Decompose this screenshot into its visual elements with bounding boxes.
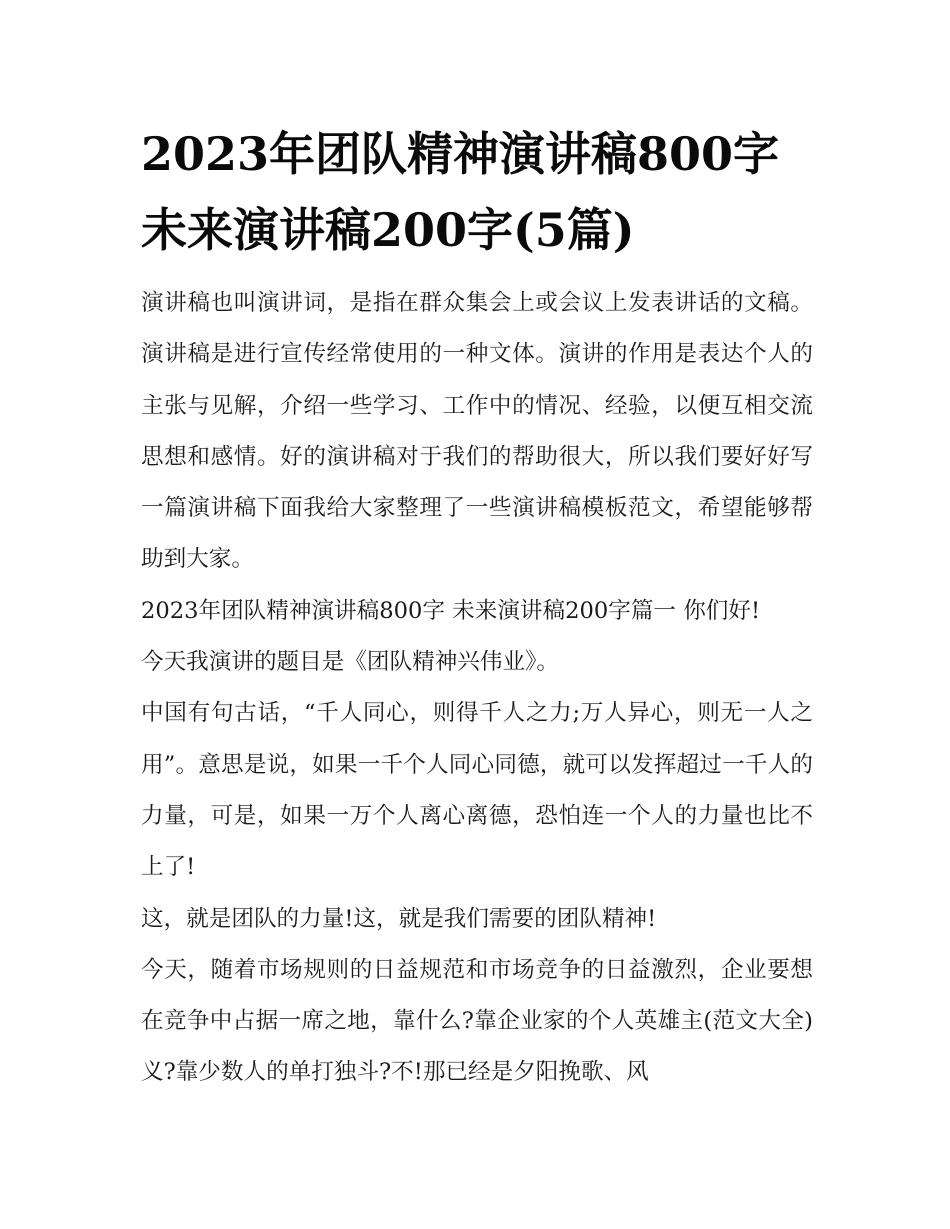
paragraph-market-competition: 今天，随着市场规则的日益规范和市场竞争的日益激烈，企业要想在竞争中占据一席之地，靠什么?靠企业家的个人英雄主(范文大全)义?靠少数人的单打独斗?不!那已经是夕阳挽歌、风 — [141, 956, 813, 1086]
paragraph-speech-topic: 今天我演讲的题目是《团队精神兴伟业》。 — [141, 649, 559, 676]
paragraph-team-power: 这，就是团队的力量!这，就是我们需要的团队精神! — [141, 905, 657, 932]
paragraph-intro: 演讲稿也叫演讲词，是指在群众集会上或会议上发表讲话的文稿。演讲稿是进行宣传经常使用的一种文体。演讲的作用是表达个人的主张与见解，介绍一些学习、工作中的情况、经验，以便互相交流思想和感情。好的演讲稿对于我们的帮助很大，所以我们要好好写一篇演讲稿下面我给大家整理了一些演讲稿模板范文，希望能够帮助到大家。 — [141, 290, 813, 573]
document-title — [141, 116, 813, 268]
document-content — [141, 116, 813, 1099]
document-body — [141, 278, 813, 1099]
title-line-1: 2023年团队精神演讲稿800字 — [141, 127, 780, 181]
paragraph-proverb: 中国有句古话，“千人同心，则得千人之力;万人异心，则无一人之用”。意思是说，如果一千个人同心同德，就可以发挥超过一千人的力量，可是，如果一万个人离心离德，恐怕连一个人的力量也比不上了! — [141, 700, 813, 881]
paragraph-section-heading: 2023年团队精神演讲稿800字 未来演讲稿200字篇一 你们好! — [141, 597, 761, 624]
title-line-2: 未来演讲稿200字(5篇) — [141, 203, 635, 257]
